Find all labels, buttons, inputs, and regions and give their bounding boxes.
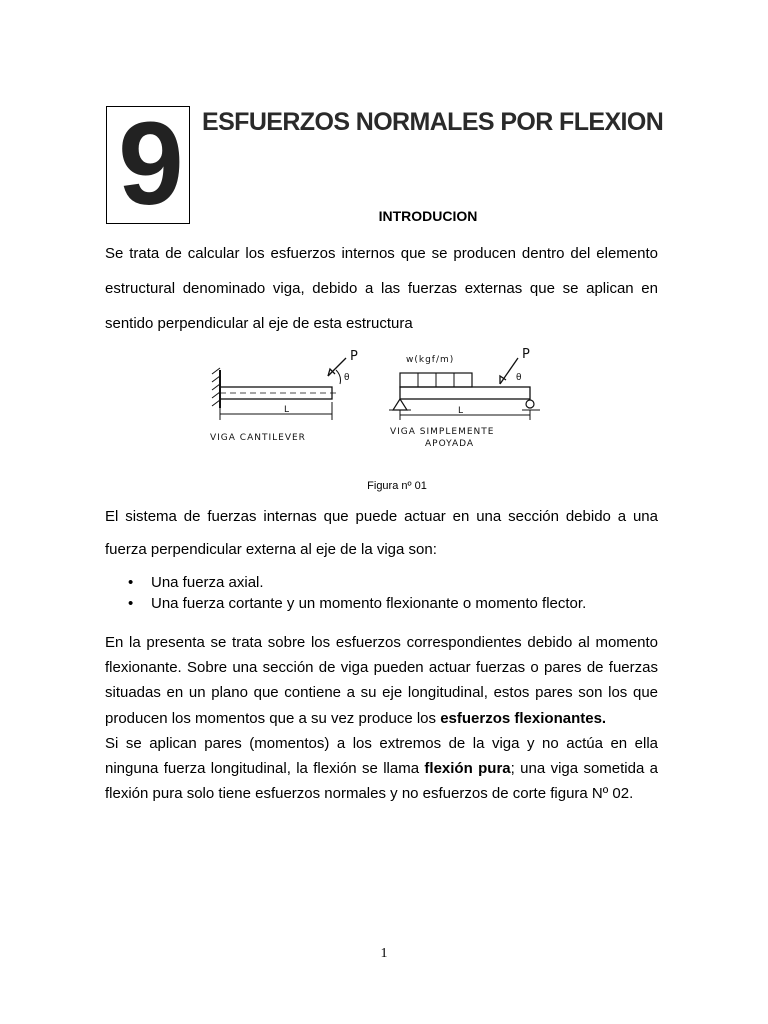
list-item bbox=[128, 593, 648, 614]
beam-diagrams-figure bbox=[200, 340, 560, 465]
distributed-load-label: w(kgf/m) bbox=[406, 355, 455, 365]
cantilever-angle-label: θ bbox=[344, 373, 351, 383]
paragraph-internal-forces: El sistema de fuerzas internas que puede actuar en una sección debido a una fuerza perpendicular externa al eje de la viga son: bbox=[105, 508, 658, 558]
simple-load-label: P bbox=[522, 347, 530, 362]
simply-supported-beam-diagram bbox=[389, 347, 540, 449]
simple-length-label: L bbox=[458, 406, 465, 416]
cantilever-length-label: L bbox=[284, 405, 291, 415]
cantilever-beam-diagram bbox=[210, 349, 358, 443]
paragraph-intro: Se trata de calcular los esfuerzos internos que se producen dentro del elemento estructural denominado viga, debido a las fuerzas externas que se aplican en sentido perpendicular al eje de esta estructura bbox=[105, 245, 658, 332]
paragraph-bending-text-1: En la presenta se trata sobre los esfuerzos correspondientes debido al momento flexionante. Sobre una sección de viga pueden actuar fuerzas o pares de fuerzas situadas en un plano que contiene a su eje longitudinal, estos pares son los que producen los momentos que a su vez produce los bbox=[105, 634, 658, 727]
bullet-icon: • bbox=[128, 595, 134, 612]
chapter-number-box bbox=[106, 98, 190, 230]
simple-caption-line1: VIGA SIMPLEMENTE bbox=[390, 427, 495, 437]
simple-angle-label: θ bbox=[516, 373, 523, 383]
figure-caption: Figura nº 01 bbox=[367, 480, 427, 492]
section-heading: INTRODUCION bbox=[378, 208, 478, 224]
bullet-icon: • bbox=[128, 574, 134, 591]
bold-term-bending-stresses: esfuerzos flexionantes. bbox=[440, 709, 607, 727]
list-item-text: Una fuerza axial. bbox=[151, 574, 264, 591]
list-item bbox=[128, 572, 648, 593]
chapter-number: 9 bbox=[118, 98, 180, 230]
cantilever-caption: VIGA CANTILEVER bbox=[210, 433, 306, 443]
paragraph-bending-text-3: ; una viga sometida a flexión pura solo tiene esfuerzos normales y no esfuerzos de corte figura Nº 02. bbox=[105, 760, 659, 803]
cantilever-load-label: P bbox=[350, 349, 358, 364]
simple-caption-line2: APOYADA bbox=[425, 439, 475, 449]
chapter-title: ESFUERZOS NORMALES POR FLEXION bbox=[202, 108, 664, 136]
bold-term-pure-bending: flexión pura bbox=[424, 760, 511, 778]
page-number: 1 bbox=[380, 946, 388, 961]
list-item-text: Una fuerza cortante y un momento flexionante o momento flector. bbox=[151, 595, 587, 612]
paragraph-bending bbox=[105, 630, 658, 806]
paragraph-bending-text-2: Si se aplican pares (momentos) a los extremos de la viga y no actúa en ella ninguna fuerza longitudinal, la flexión se llama bbox=[105, 734, 658, 778]
internal-forces-list bbox=[128, 572, 648, 614]
